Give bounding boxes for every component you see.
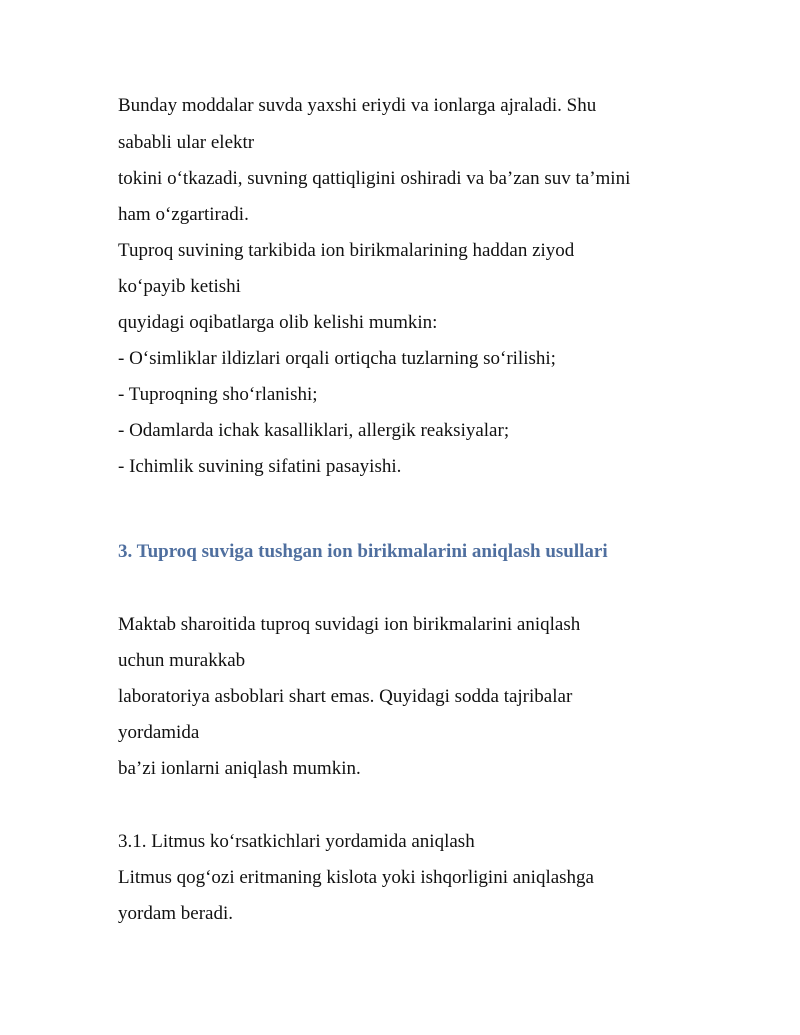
subsection-3-1-line-1: Litmus qog‘ozi eritmaning kislota yoki ishqorligini aniqlashga <box>118 867 594 888</box>
list-item-health-effects: - Odamlarda ichak kasalliklari, allergik reaksiyalar; <box>118 420 510 441</box>
section-3-line-2: uchun murakkab <box>118 650 246 671</box>
section-3-line-4: yordamida <box>118 722 200 743</box>
section-3-line-5: ba’zi ionlarni aniqlash mumkin. <box>118 758 361 779</box>
section-3-line-3: laboratoriya asboblari shart emas. Quyidagi sodda tajribalar <box>118 686 573 707</box>
intro-line-5: Tuproq suvining tarkibida ion birikmalarining haddan ziyod <box>118 240 575 261</box>
list-item-salinization: - Tuproqning sho‘rlanishi; <box>118 384 318 405</box>
intro-line-3: tokini o‘tkazadi, suvning qattiqligini oshiradi va ba’zan suv ta’mini <box>118 168 631 189</box>
intro-line-2: sababli ular elektr <box>118 132 255 153</box>
list-item-salt-absorption: - O‘simliklar ildizlari orqali ortiqcha tuzlarning so‘rilishi; <box>118 348 556 369</box>
subsection-3-1-title: 3.1. Litmus ko‘rsatkichlari yordamida aniqlash <box>118 831 475 852</box>
intro-line-7: quyidagi oqibatlarga olib kelishi mumkin: <box>118 312 438 333</box>
subsection-3-1-line-2: yordam beradi. <box>118 903 234 924</box>
list-item-water-quality: - Ichimlik suvining sifatini pasayishi. <box>118 456 402 477</box>
intro-line-6: ko‘payib ketishi <box>118 276 241 297</box>
intro-line-1: Bunday moddalar suvda yaxshi eriydi va ionlarga ajraladi. Shu <box>118 95 597 116</box>
section-3-line-1: Maktab sharoitida tuproq suvidagi ion birikmalarini aniqlash <box>118 614 581 635</box>
section-3-heading: 3. Tuproq suviga tushgan ion birikmalarini aniqlash usullari <box>118 541 608 562</box>
intro-line-4: ham o‘zgartiradi. <box>118 204 249 225</box>
